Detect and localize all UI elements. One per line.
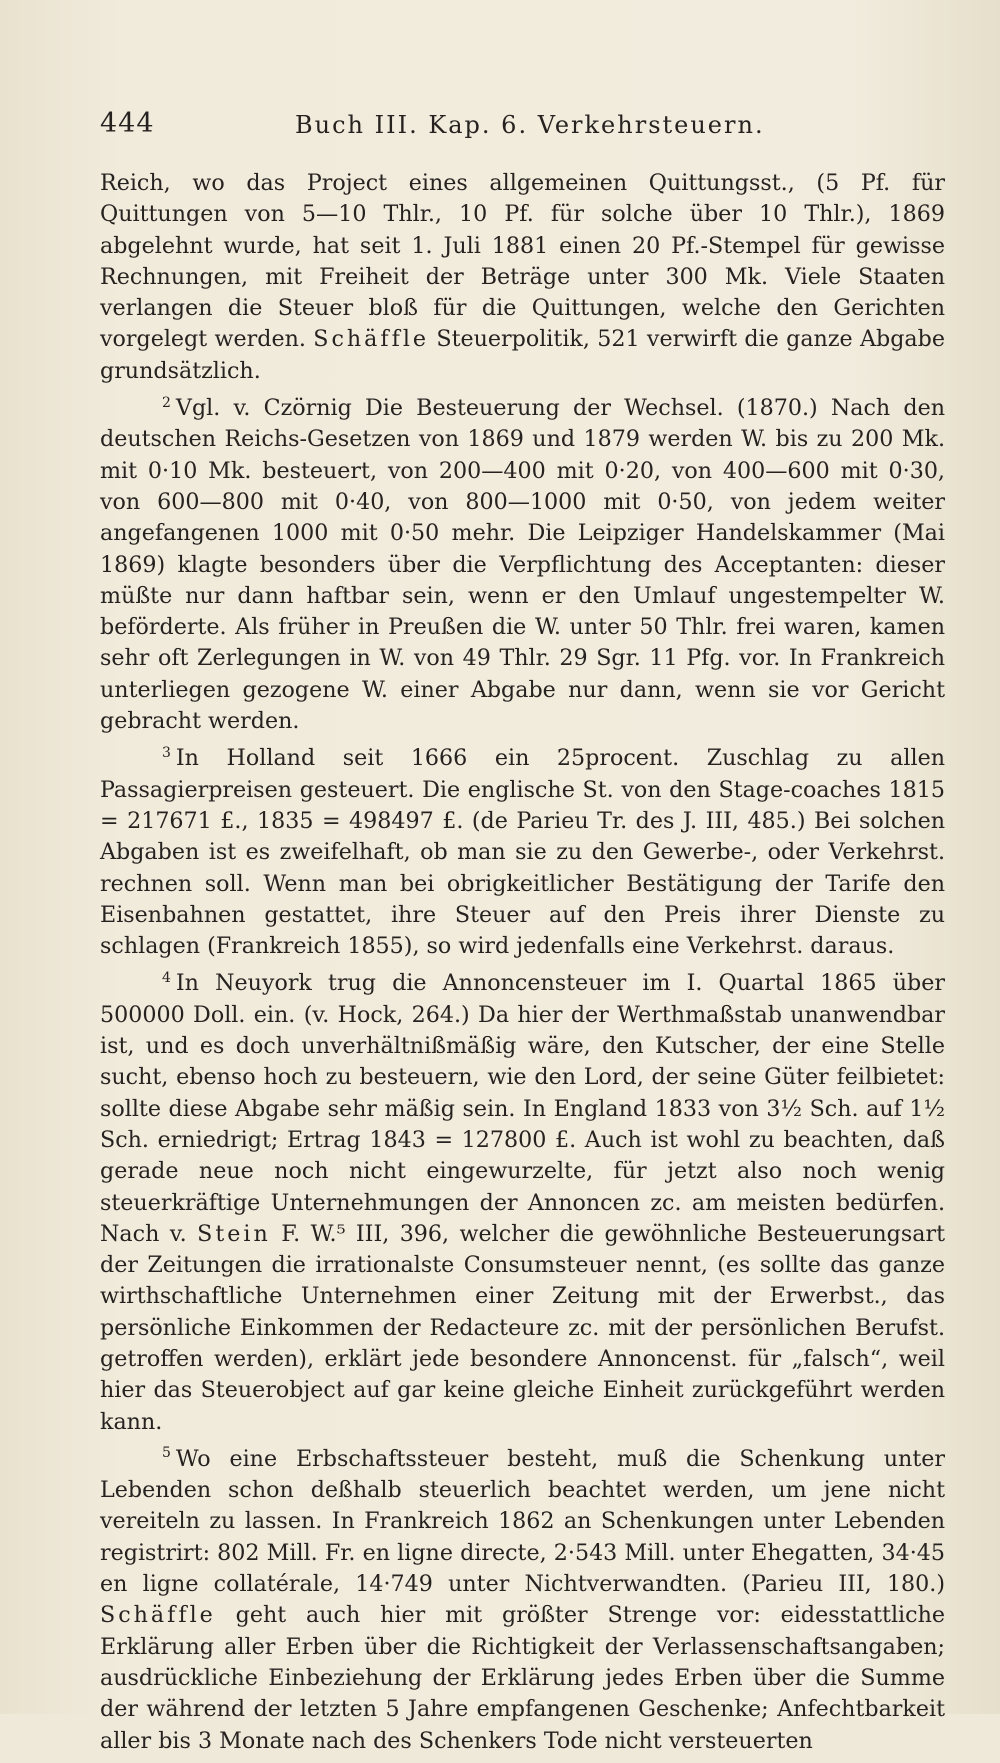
footnote-text: Wo eine Erbschaftssteuer besteht, muß die Schenkung unter Lebenden schon deßhalb steuerlich beachtet werden, um jene nicht vereiteln zu lassen. In Frankreich 1862 an Schenkungen unter Lebenden registrirt: 802 Mill. Fr. en ligne directe, 2·543 Mill. unter Ehegatten, 34·45 en ligne collatérale, 14·749 unter Nichtverwandten. (Parieu III, 180.) — [100, 1445, 945, 1598]
footnote-text: In Neuyork trug die Annoncensteuer im I. Quartal 1865 über 500000 Doll. ein. (v. Hock, 264.) Da hier der Werthmaßstab unanwendbar ist, und es doch unverhältnißmäßig wäre, den Kutscher, der eine Stelle sucht, ebenso hoch zu besteuern, wie den Lord, der seine Güter feilbietet: sollte diese Abgabe sehr mäßig sein. In England 1833 von 3½ Sch. auf 1½ Sch. erniedrigt; Ertrag 1843 = 127800 £. Auch ist wohl zu beachten, daß gerade neue noch nicht eingewurzelte, für jetzt also noch wenig steuerkräftige Unternehmungen der Annoncen zc. am meisten bedürfen. Nach v. — [100, 970, 945, 1247]
running-head: Buch III. Kap. 6. Verkehrsteuern. — [295, 111, 765, 139]
footnote-2 — [100, 393, 945, 737]
footnote-3 — [100, 743, 945, 962]
footnote-continued — [100, 168, 945, 387]
footnote-text: In Holland seit 1666 ein 25procent. Zuschlag zu allen Passagierpreisen gesteuert. Die englische St. von den Stage-coaches 1815 = 217671 £., 1835 = 498497 £. (de Parieu Tr. des J. III, 485.) Bei solchen Abgaben ist es zweifelhaft, ob man sie zu den Gewerbe-, oder Verkehrst. rechnen soll. Wenn man bei obrigkeitlicher Bestätigung der Tarife den Eisenbahnen gestattet, ihre Steuer auf den Preis ihrer Dienste zu schlagen (Frankreich 1855), so wird jedenfalls eine Verkehrst. daraus. — [100, 745, 945, 960]
footnote-text: Vgl. v. Czörnig Die Besteuerung der Wechsel. (1870.) Nach den deutschen Reichs-Gesetzen von 1869 und 1879 werden W. bis zu 200 Mk. mit 0·10 Mk. besteuert, von 200—400 mit 0·20, von 400—600 mit 0·30, von 600—800 mit 0·40, von 800—1000 mit 0·50, von jedem weiter angefangenen 1000 mit 0·50 mehr. Die Leipziger Handelskammer (Mai 1869) klagte besonders über die Verpflichtung des Acceptanten: dieser müßte nur dann haftbar sein, wenn er den Umlauf ungestempelter W. beförderte. Als früher in Preußen die W. unter 50 Thlr. frei waren, kamen sehr oft Zerlegungen in W. von 49 Thlr. 29 Sgr. 11 Pfg. vor. In Frankreich unterliegen gezogene W. einer Abgabe nur dann, wenn sie vor Gericht gebracht werden. — [100, 395, 945, 735]
author-name: Schäffle — [100, 1602, 216, 1629]
footnote-text: Steuerpolitik, 521 verwirft die ganze Abgabe grundsätzlich. — [100, 326, 945, 384]
footnote-marker: 2 — [162, 394, 171, 411]
footnote-4 — [100, 968, 945, 1437]
footnote-marker: 3 — [162, 744, 171, 761]
footnote-marker: 5 — [162, 1445, 171, 1462]
footnote-text: F. W.⁵ III, 396, welcher die gewöhnliche Besteuerungsart der Zeitungen die irrationalste Consumsteuer nennt, (es sollte das ganze wirthschaftliche Unternehmen einer Zeitung mit der Erwerbst., das persönliche Einkommen der Redacteure zc. mit der persönlichen Berufst. getroffen werden), erklärt jede besondere Annoncenst. für „falsch“, weil hier das Steuerobject auf gar keine gleiche Einheit zurückgeführt werden kann. — [100, 1220, 945, 1435]
page-number: 444 — [100, 108, 155, 139]
page-header — [100, 108, 900, 148]
author-name: Stein — [197, 1220, 271, 1247]
footnote-text: Reich, wo das Project eines allgemeinen Quittungsst., (5 Pf. für Quittungen von 5—10 Thlr., 10 Pf. für solche über 10 Thlr.), 1869 abgelehnt wurde, hat seit 1. Juli 1881 einen 20 Pf.-Stempel für gewisse Rechnungen, mit Freiheit der Beträge unter 300 Mk. Viele Staaten verlangen die Steuer bloß für die Quittungen, welche den Gerichten vorgelegt werden. — [100, 170, 945, 353]
footnote-5 — [100, 1444, 945, 1757]
footnotes-section — [100, 168, 945, 1763]
footnote-marker: 4 — [162, 970, 171, 987]
footnote-text: geht auch hier mit größter Strenge vor: eidesstattliche Erklärung aller Erben über die Richtigkeit der Verlassenschaftsangaben; ausdrückliche Einbeziehung der Erklärung jedes Erben über die Summe der während der letzten 5 Jahre empfangenen Geschenke; Anfechtbarkeit aller bis 3 Monate nach des Schenkers Tode nicht versteuerten — [100, 1602, 945, 1754]
author-name: Schäffle — [313, 326, 430, 353]
